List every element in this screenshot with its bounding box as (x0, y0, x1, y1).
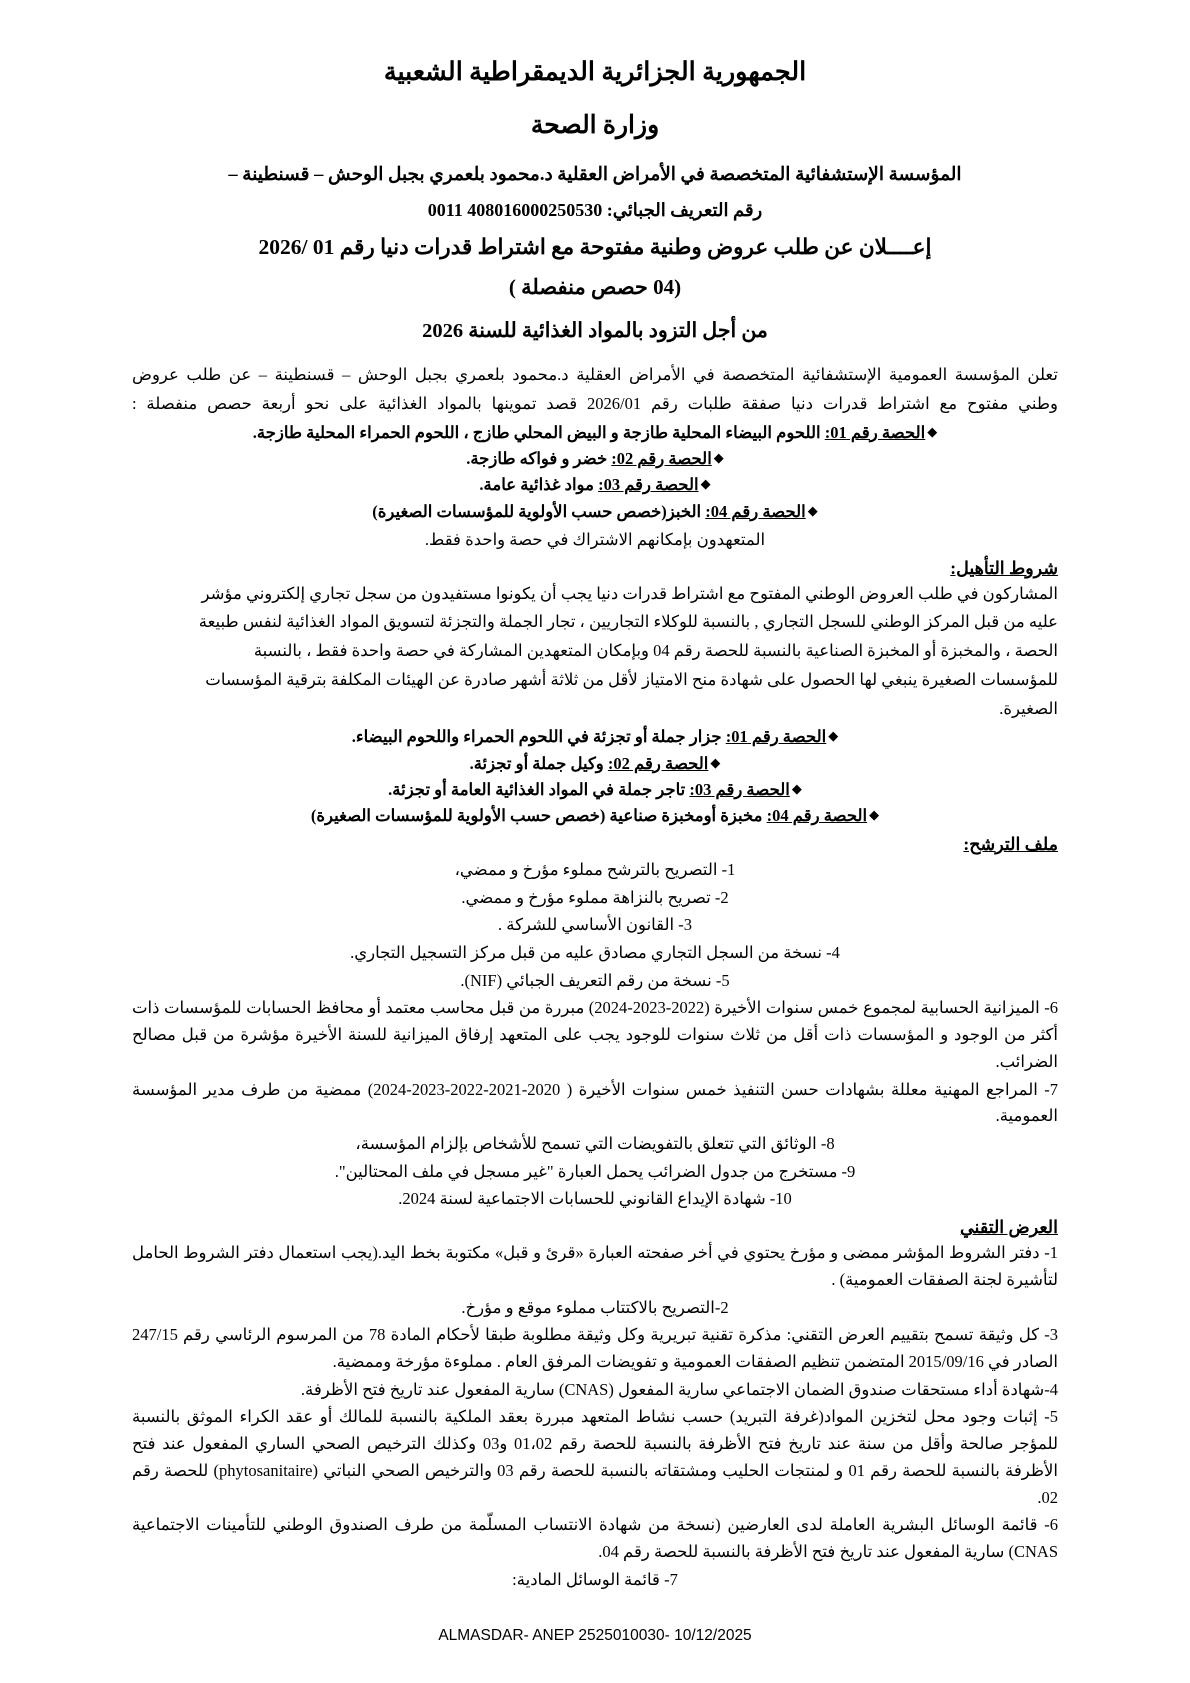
list-item (132, 751, 1058, 777)
list-item: 7- المراجع المهنية معللة بشهادات حسن التنفيذ خمس سنوات الأخيرة ( 2020-2021-2022-2023-2024) ممضية من طرف مدير المؤسسة العمومية. (132, 1079, 1058, 1126)
qualification-paragraph-line: عليه من قبل المركز الوطني للسجل التجاري , بالنسبة للوكلاء التجاريين ، تجار الجملة والتجزئة لتسويق المواد الغذائية لنفس طبيعة (198, 612, 1058, 632)
list-item: 1- التصريح بالترشح مملوء مؤرخ و ممضي، (454, 859, 736, 879)
lot-label: الحصة رقم 03: (598, 475, 699, 495)
list-item: 5- نسخة من رقم التعريف الجبائي (NIF). (460, 970, 730, 990)
list-item (132, 777, 1058, 803)
qualification-paragraph-line: المشاركون في طلب العروض الوطني المفتوح مع اشتراط قدرات دنيا يجب أن يكونوا مستفيدون من سجل تجاري إلكتروني مؤشر (201, 583, 1058, 603)
candidacy-file-list (132, 857, 1058, 1213)
lots-count-line: (04 حصص منفصلة ) (508, 275, 682, 300)
lot-body: اللحوم البيضاء المحلية طازجة و البيض المحلي طازج ، اللحوم الحمراء المحلية طازجة. (252, 422, 821, 442)
list-item (132, 803, 1058, 829)
diamond-bullet-icon: ◆ (828, 728, 839, 744)
list-item: 6- قائمة الوسائل البشرية العاملة لدى العارضين (نسخة من شهادة الانتساب المسلّمة من طرف الصندوق الوطني للتأمينات الاجتماعية CNAS) سارية المفعول عند تاريخ فتح الأظرفة بالنسبة للحصة رقم 04. (132, 1515, 1059, 1562)
qualification-paragraph-line: الحصة ، والمخبزة أو المخبزة الصناعية بالنسبة للحصة رقم 04 وبإمكان المتعهدين المشاركة في حصة واحدة فقط ، بالنسبة (253, 641, 1058, 661)
list-item (132, 724, 1058, 750)
diamond-bullet-icon: ◆ (869, 807, 880, 823)
list-item: 5- إثبات وجود محل لتخزين المواد(غرفة التبريد) حسب نشاط المتعهد مبررة بعقد الملكية بالنسبة للمالك أو عقد الكراء الموثق بالنسبة للمؤجر صالحة وأقل من سنة عند تاريخ فتح الأظرفة بالنسبة للحصة رقم 01،02 و03 وكذلك الترخيص الصحي الساري المفعول عند فتح الأظرفة بالنسبة للحصة رقم 01 و لمنتجات الحليب ومشتقاته بالنسبة للحصة رقم 03 والترخيص الصحي النباتي (phytosanitaire) للحصة رقم 02. (132, 1407, 1059, 1507)
qualification-paragraph-line: للمؤسسات الصغيرة ينبغي لها الحصول على شهادة منح الامتياز لأقل من ثلاثة أشهر صادرة عن الهيئات المكلفة بترقية المؤسسات (205, 669, 1058, 689)
technical-offer-list (132, 1240, 1058, 1593)
list-item: 2-التصريح بالاكتتاب مملوء موقع و مؤرخ. (461, 1297, 729, 1317)
page-footer: ALMASDAR- ANEP 2525010030- 10/12/2025 (438, 1627, 752, 1644)
lot-body: تاجر جملة في المواد الغذائية العامة أو تجزئة. (388, 780, 686, 800)
lot-body: الخبز(خصص حسب الأولوية للمؤسسات الصغيرة) (372, 501, 702, 521)
candidacy-file-title: ملف الترشح: (963, 833, 1058, 854)
list-item: 8- الوثائق التي تتعلق بالتفويضات التي تسمح للأشخاص بإلزام المؤسسة، (355, 1134, 835, 1153)
technical-offer-title: العرض التقني (959, 1217, 1058, 1238)
lot-label: الحصة رقم 04: (705, 501, 806, 521)
qualification-paragraph-line: الصغيرة. (999, 698, 1058, 718)
list-item: 4- نسخة من السجل التجاري مصادق عليه من قبل مركز التسجيل التجاري. (350, 942, 840, 962)
list-item (132, 446, 1058, 472)
diamond-bullet-icon: ◆ (807, 502, 818, 518)
lot-label: الحصة رقم 02: (611, 449, 712, 469)
lot-label: الحصة رقم 02: (607, 753, 709, 773)
list-item (132, 420, 1058, 446)
diamond-bullet-icon: ◆ (791, 781, 802, 797)
announcement-title: إعــــلان عن طلب عروض وطنية مفتوحة مع اشتراط قدرات دنيا رقم 01 /2026 (258, 235, 932, 260)
list-item: 2- تصريح بالنزاهة مملوء مؤرخ و ممضي. (461, 887, 729, 907)
list-item: 4-شهادة أداء مستحقات صندوق الضمان الاجتماعي سارية المفعول (CNAS) سارية المفعول عند تاريخ فتح الأظرفة. (300, 1379, 1058, 1399)
intro-line-1: تعلن المؤسسة العمومية الإستشفائية المتخصصة في الأمراض العقلية د.محمود بلعمري بجبل الوحش – قسنطينة – عن طلب عروض (132, 365, 1058, 385)
lot-label: الحصة رقم 01: (824, 422, 926, 442)
ministry-heading: وزارة الصحة (530, 111, 660, 139)
list-item: 1- دفتر الشروط المؤشر ممضى و مؤرخ يحتوي في أخر صفحته العبارة «قرئ و قبل» مكتوبة بخط اليد.(يجب استعمال دفتر الشروط الحامل لتأشيرة لجنة الصفقات العمومية) . (132, 1243, 1058, 1289)
establishment-heading: المؤسسة الإستشفائية المتخصصة في الأمراض العقلية د.محمود بلعمري بجبل الوحش – قسنطينة – (228, 165, 962, 186)
lot-body: جزار جملة أو تجزئة في اللحوم الحمراء واللحوم البيضاء. (351, 727, 722, 747)
diamond-bullet-icon: ◆ (700, 476, 711, 492)
lot-body: وكيل جملة أو تجزئة. (469, 753, 604, 773)
lot-body: مخبزة أومخبزة صناعية (خصص حسب الأولوية للمؤسسات الصغيرة) (310, 806, 763, 826)
list-item: 3- القانون الأساسي للشركة . (497, 915, 693, 935)
list-item (132, 472, 1058, 498)
intro-line-2: وطني مفتوح مع اشتراط قدرات دنيا صفقة طلبات رقم 2026/01 قصد تموينها بالمواد الغذائية على نحو أربعة حصص منفصلة : (132, 393, 1058, 413)
lot-label: الحصة رقم 04: (766, 806, 868, 826)
qualification-lots-list (132, 724, 1058, 830)
lot-body: خضر و فواكه طازجة. (466, 449, 608, 469)
tax-id-line: رقم التعريف الجبائي: 408016000250530 0011 (427, 200, 763, 221)
lots-list (132, 420, 1058, 526)
list-item (132, 499, 1058, 525)
list-item: 9- مستخرج من جدول الضرائب يحمل العبارة "غير مسجل في ملف المحتالين". (334, 1161, 856, 1181)
list-item: 3- كل وثيقة تسمح بتقييم العرض التقني: مذكرة تقنية تبريرية وكل وثيقة مطلوبة طبقا لأحكام المادة 78 من المرسوم الرئاسي رقم 247/15 الصادر في 2015/09/16 المتضمن تنظيم الصفقات العمومية و تفويضات المرفق العام . مملوءة مؤرخة وممضية. (132, 1325, 1058, 1372)
purpose-line: من أجل التزود بالمواد الغذائية للسنة 2026 (422, 319, 768, 342)
lot-body: مواد غذائية عامة. (479, 475, 594, 495)
diamond-bullet-icon: ◆ (713, 450, 724, 466)
republic-heading: الجمهورية الجزائرية الديمقراطية الشعبية (383, 57, 807, 86)
diamond-bullet-icon: ◆ (927, 423, 938, 439)
list-item: 7- قائمة الوسائل المادية: (512, 1569, 678, 1589)
lot-label: الحصة رقم 01: (725, 727, 827, 747)
list-item: 6- الميزانية الحسابية لمجموع خمس سنوات الأخيرة (2022-2023-2024) مبررة من قبل محاسب معتمد أو محافظ الحسابات للمؤسسات ذات أكثر من الوجود و المؤسسات ذات أقل من ثلاث سنوات للوجود يجب على المتعهد إرفاق الميزانية للسنة الأخيرة مؤشرة من قبل مصالح الضرائب. (132, 998, 1058, 1071)
qualification-conditions-title: شروط التأهيل: (950, 557, 1058, 578)
list-item: 10- شهادة الإيداع القانوني للحسابات الاجتماعية لسنة 2024. (398, 1189, 792, 1209)
lot-label: الحصة رقم 03: (689, 780, 790, 800)
diamond-bullet-icon: ◆ (710, 754, 721, 770)
lots-participation-note: المتعهدون بإمكانهم الاشتراك في حصة واحدة فقط. (424, 530, 766, 550)
